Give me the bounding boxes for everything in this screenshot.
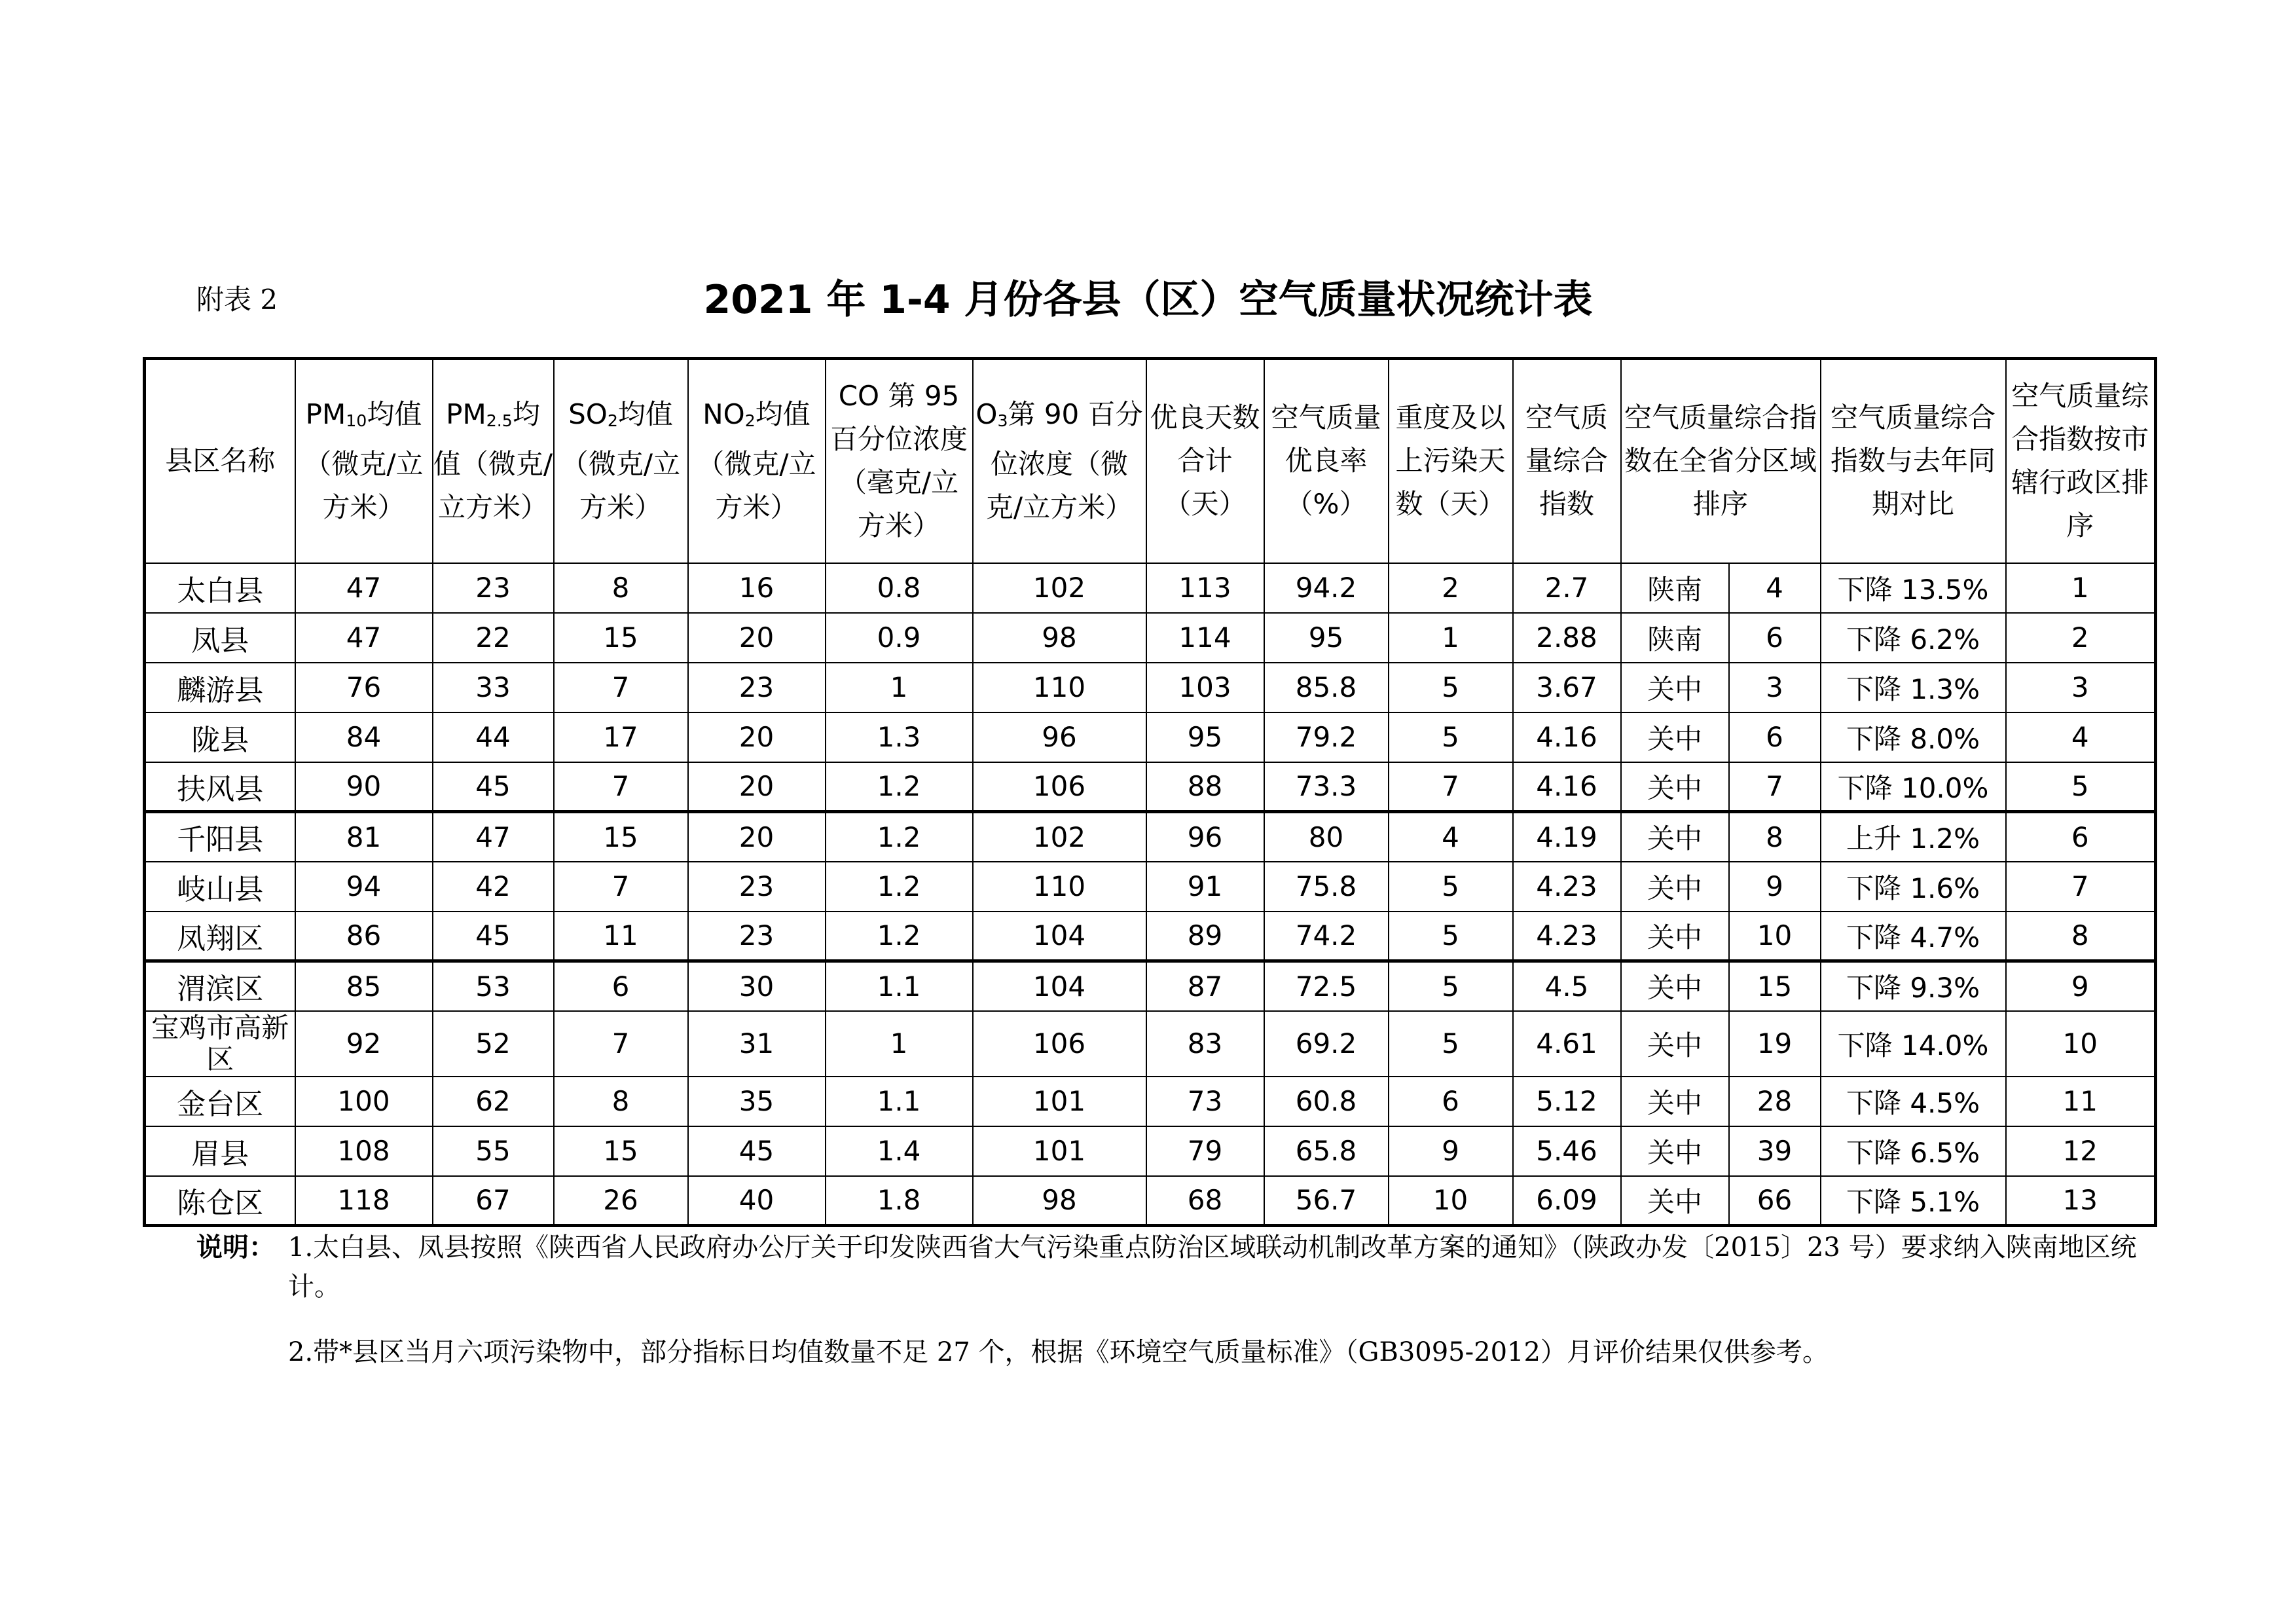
cell-so2: 15: [554, 613, 688, 663]
cell-o3: 98: [973, 1176, 1146, 1226]
cell-good-rate: 73.3: [1264, 762, 1389, 812]
cell-city-rank: 3: [2006, 663, 2156, 712]
table-row: [145, 961, 2156, 1011]
cell-heavy-days: 5: [1389, 961, 1513, 1011]
header-county: 县区名称: [145, 359, 295, 563]
cell-county: 凤翔区: [145, 912, 295, 961]
table-row: [145, 1176, 2156, 1226]
cell-aqi: 4.19: [1513, 812, 1621, 862]
header-row: [145, 359, 2156, 563]
cell-o3: 104: [973, 912, 1146, 961]
cell-region-rank: 7: [1729, 762, 1821, 812]
header-so2: $SO_2$均值（微克/立方米）: [554, 359, 688, 563]
cell-co: 1: [826, 1011, 973, 1077]
cell-no2: 20: [688, 613, 826, 663]
cell-good-days: 68: [1146, 1176, 1264, 1226]
cell-good-rate: 56.7: [1264, 1176, 1389, 1226]
cell-city-rank: 6: [2006, 812, 2156, 862]
cell-county: 金台区: [145, 1077, 295, 1126]
cell-co: 1: [826, 663, 973, 712]
cell-region-rank: 28: [1729, 1077, 1821, 1126]
cell-aqi: 6.09: [1513, 1176, 1621, 1226]
air-quality-table: [143, 357, 2157, 1227]
cell-region-rank: 9: [1729, 862, 1821, 912]
cell-county: 凤县: [145, 613, 295, 663]
cell-pm25: 45: [433, 762, 554, 812]
cell-heavy-days: 1: [1389, 613, 1513, 663]
cell-good-rate: 75.8: [1264, 862, 1389, 912]
cell-no2: 35: [688, 1077, 826, 1126]
header-yoy: 空气质量综合指数与去年同期对比: [1821, 359, 2006, 563]
cell-good-rate: 94.2: [1264, 563, 1389, 613]
cell-region: 关中: [1621, 712, 1729, 762]
cell-region-rank: 4: [1729, 563, 1821, 613]
cell-aqi: 5.12: [1513, 1077, 1621, 1126]
cell-city-rank: 5: [2006, 762, 2156, 812]
cell-region-rank: 8: [1729, 812, 1821, 862]
cell-pm10: 81: [295, 812, 433, 862]
cell-region-rank: 39: [1729, 1126, 1821, 1176]
cell-county: 扶风县: [145, 762, 295, 812]
cell-no2: 40: [688, 1176, 826, 1226]
cell-city-rank: 7: [2006, 862, 2156, 912]
cell-good-rate: 79.2: [1264, 712, 1389, 762]
cell-good-days: 79: [1146, 1126, 1264, 1176]
table-row: [145, 812, 2156, 862]
cell-heavy-days: 9: [1389, 1126, 1513, 1176]
cell-city-rank: 10: [2006, 1011, 2156, 1077]
cell-region: 关中: [1621, 663, 1729, 712]
table-row: [145, 1126, 2156, 1176]
cell-heavy-days: 6: [1389, 1077, 1513, 1126]
cell-so2: 7: [554, 762, 688, 812]
cell-pm25: 67: [433, 1176, 554, 1226]
cell-region: 关中: [1621, 1176, 1729, 1226]
cell-no2: 20: [688, 812, 826, 862]
cell-so2: 26: [554, 1176, 688, 1226]
cell-yoy: 下降 6.2%: [1821, 613, 2006, 663]
cell-co: 0.8: [826, 563, 973, 613]
cell-aqi: 4.23: [1513, 912, 1621, 961]
cell-o3: 102: [973, 563, 1146, 613]
cell-yoy: 下降 6.5%: [1821, 1126, 2006, 1176]
cell-region-rank: 15: [1729, 961, 1821, 1011]
cell-good-days: 88: [1146, 762, 1264, 812]
cell-county: 太白县: [145, 563, 295, 613]
cell-so2: 6: [554, 961, 688, 1011]
cell-o3: 102: [973, 812, 1146, 862]
cell-good-rate: 80: [1264, 812, 1389, 862]
cell-o3: 101: [973, 1077, 1146, 1126]
cell-pm25: 62: [433, 1077, 554, 1126]
cell-so2: 7: [554, 862, 688, 912]
cell-good-days: 83: [1146, 1011, 1264, 1077]
cell-good-days: 103: [1146, 663, 1264, 712]
cell-aqi: 4.23: [1513, 862, 1621, 912]
cell-county: 宝鸡市高新区: [145, 1011, 295, 1077]
cell-yoy: 下降 13.5%: [1821, 563, 2006, 613]
cell-yoy: 上升 1.2%: [1821, 812, 2006, 862]
cell-pm10: 108: [295, 1126, 433, 1176]
cell-o3: 106: [973, 1011, 1146, 1077]
cell-aqi: 4.61: [1513, 1011, 1621, 1077]
cell-pm25: 55: [433, 1126, 554, 1176]
cell-heavy-days: 5: [1389, 663, 1513, 712]
cell-pm10: 118: [295, 1176, 433, 1226]
cell-city-rank: 8: [2006, 912, 2156, 961]
cell-aqi: 3.67: [1513, 663, 1621, 712]
annex-label: 附表 2: [196, 284, 278, 316]
cell-city-rank: 13: [2006, 1176, 2156, 1226]
note-1-text: 1.太白县、凤县按照《陕西省人民政府办公厅关于印发陕西省大气污染重点防治区域联动机制改革方案的通知》（陕政办发〔2015〕23 号）要求纳入陕南地区统计。: [288, 1232, 2137, 1302]
cell-region: 关中: [1621, 862, 1729, 912]
cell-region: 关中: [1621, 961, 1729, 1011]
cell-heavy-days: 7: [1389, 762, 1513, 812]
cell-aqi: 2.7: [1513, 563, 1621, 613]
cell-aqi: 4.16: [1513, 762, 1621, 812]
note-2: 2.带*县区当月六项污染物中，部分指标日均值数量不足 27 个，根据《环境空气质量标准》（GB3095-2012）月评价结果仅供参考。: [288, 1337, 1829, 1367]
table-row: [145, 1077, 2156, 1126]
cell-co: 1.8: [826, 1176, 973, 1226]
cell-o3: 106: [973, 762, 1146, 812]
cell-no2: 23: [688, 663, 826, 712]
cell-yoy: 下降 8.0%: [1821, 712, 2006, 762]
cell-region: 关中: [1621, 1077, 1729, 1126]
table-title: 2021 年 1-4 月份各县（区）空气质量状况统计表: [703, 277, 1593, 323]
cell-region: 关中: [1621, 1126, 1729, 1176]
cell-city-rank: 11: [2006, 1077, 2156, 1126]
cell-good-days: 73: [1146, 1077, 1264, 1126]
cell-no2: 23: [688, 912, 826, 961]
cell-co: 1.1: [826, 1077, 973, 1126]
cell-region: 关中: [1621, 1011, 1729, 1077]
header-aqi: 空气质量综合指数: [1513, 359, 1621, 563]
cell-yoy: 下降 1.6%: [1821, 862, 2006, 912]
header-province-rank: 空气质量综合指数在全省分区域排序: [1621, 359, 1821, 563]
cell-so2: 8: [554, 1077, 688, 1126]
cell-region: 陕南: [1621, 563, 1729, 613]
cell-pm10: 85: [295, 961, 433, 1011]
table-body: [145, 563, 2156, 1226]
cell-so2: 7: [554, 1011, 688, 1077]
table-row: [145, 613, 2156, 663]
cell-good-days: 96: [1146, 812, 1264, 862]
notes-label: 说明：: [196, 1232, 275, 1263]
cell-pm10: 47: [295, 563, 433, 613]
cell-co: 1.2: [826, 862, 973, 912]
cell-co: 1.1: [826, 961, 973, 1011]
cell-heavy-days: 4: [1389, 812, 1513, 862]
cell-pm25: 44: [433, 712, 554, 762]
cell-o3: 110: [973, 862, 1146, 912]
cell-o3: 101: [973, 1126, 1146, 1176]
cell-good-days: 91: [1146, 862, 1264, 912]
cell-good-days: 89: [1146, 912, 1264, 961]
cell-good-rate: 60.8: [1264, 1077, 1389, 1126]
cell-region-rank: 66: [1729, 1176, 1821, 1226]
cell-aqi: 2.88: [1513, 613, 1621, 663]
cell-pm10: 90: [295, 762, 433, 812]
cell-city-rank: 4: [2006, 712, 2156, 762]
cell-pm10: 86: [295, 912, 433, 961]
cell-no2: 20: [688, 762, 826, 812]
table-row: [145, 1011, 2156, 1077]
cell-pm10: 100: [295, 1077, 433, 1126]
cell-good-rate: 69.2: [1264, 1011, 1389, 1077]
cell-heavy-days: 5: [1389, 862, 1513, 912]
cell-good-rate: 95: [1264, 613, 1389, 663]
cell-county: 麟游县: [145, 663, 295, 712]
cell-pm25: 33: [433, 663, 554, 712]
cell-region: 关中: [1621, 762, 1729, 812]
note-1: [196, 1228, 2160, 1306]
cell-o3: 104: [973, 961, 1146, 1011]
cell-region-rank: 19: [1729, 1011, 1821, 1077]
table-row: [145, 663, 2156, 712]
cell-pm25: 42: [433, 862, 554, 912]
cell-yoy: 下降 14.0%: [1821, 1011, 2006, 1077]
cell-pm10: 92: [295, 1011, 433, 1077]
cell-pm10: 84: [295, 712, 433, 762]
cell-region: 陕南: [1621, 613, 1729, 663]
air-quality-table-wrapper: [143, 357, 2154, 1227]
cell-aqi: 4.16: [1513, 712, 1621, 762]
cell-good-days: 87: [1146, 961, 1264, 1011]
cell-yoy: 下降 10.0%: [1821, 762, 2006, 812]
cell-good-rate: 74.2: [1264, 912, 1389, 961]
cell-region-rank: 3: [1729, 663, 1821, 712]
cell-yoy: 下降 9.3%: [1821, 961, 2006, 1011]
cell-county: 千阳县: [145, 812, 295, 862]
cell-city-rank: 2: [2006, 613, 2156, 663]
header-pm10: $PM_{10}$均值（微克/立方米）: [295, 359, 433, 563]
cell-pm10: 76: [295, 663, 433, 712]
cell-pm25: 52: [433, 1011, 554, 1077]
header-pm25: $PM_{2.5}$均值（微克/立方米）: [433, 359, 554, 563]
cell-o3: 98: [973, 613, 1146, 663]
header-good-days: 优良天数合计（天）: [1146, 359, 1264, 563]
cell-so2: 11: [554, 912, 688, 961]
cell-yoy: 下降 4.7%: [1821, 912, 2006, 961]
cell-o3: 110: [973, 663, 1146, 712]
cell-yoy: 下降 4.5%: [1821, 1077, 2006, 1126]
header-co: CO 第 95 百分位浓度（毫克/立方米）: [826, 359, 973, 563]
cell-so2: 7: [554, 663, 688, 712]
cell-heavy-days: 5: [1389, 712, 1513, 762]
cell-pm25: 22: [433, 613, 554, 663]
cell-so2: 8: [554, 563, 688, 613]
cell-pm25: 47: [433, 812, 554, 862]
cell-co: 1.4: [826, 1126, 973, 1176]
cell-county: 渭滨区: [145, 961, 295, 1011]
cell-yoy: 下降 5.1%: [1821, 1176, 2006, 1226]
cell-county: 岐山县: [145, 862, 295, 912]
cell-pm25: 45: [433, 912, 554, 961]
cell-heavy-days: 5: [1389, 912, 1513, 961]
notes-section: [196, 1228, 2160, 1372]
cell-region-rank: 6: [1729, 613, 1821, 663]
cell-co: 1.2: [826, 812, 973, 862]
cell-co: 1.2: [826, 762, 973, 812]
cell-no2: 30: [688, 961, 826, 1011]
cell-region: 关中: [1621, 912, 1729, 961]
cell-county: 陇县: [145, 712, 295, 762]
cell-heavy-days: 2: [1389, 563, 1513, 613]
cell-aqi: 4.5: [1513, 961, 1621, 1011]
cell-aqi: 5.46: [1513, 1126, 1621, 1176]
header-no2: $NO_2$均值（微克/立方米）: [688, 359, 826, 563]
cell-so2: 15: [554, 812, 688, 862]
table-row: [145, 762, 2156, 812]
cell-no2: 23: [688, 862, 826, 912]
cell-co: 1.2: [826, 912, 973, 961]
header-o3: $O_3$第 90 百分位浓度（微克/立方米）: [973, 359, 1146, 563]
cell-good-days: 114: [1146, 613, 1264, 663]
cell-city-rank: 1: [2006, 563, 2156, 613]
cell-pm25: 53: [433, 961, 554, 1011]
cell-region-rank: 6: [1729, 712, 1821, 762]
table-row: [145, 912, 2156, 961]
header-good-rate: 空气质量优良率（%）: [1264, 359, 1389, 563]
cell-region-rank: 10: [1729, 912, 1821, 961]
cell-good-rate: 85.8: [1264, 663, 1389, 712]
cell-no2: 31: [688, 1011, 826, 1077]
cell-so2: 15: [554, 1126, 688, 1176]
cell-good-rate: 65.8: [1264, 1126, 1389, 1176]
header-city-rank: 空气质量综合指数按市辖行政区排序: [2006, 359, 2156, 563]
cell-city-rank: 12: [2006, 1126, 2156, 1176]
cell-co: 0.9: [826, 613, 973, 663]
cell-region: 关中: [1621, 812, 1729, 862]
cell-pm10: 47: [295, 613, 433, 663]
cell-pm25: 23: [433, 563, 554, 613]
cell-county: 眉县: [145, 1126, 295, 1176]
cell-o3: 96: [973, 712, 1146, 762]
cell-no2: 16: [688, 563, 826, 613]
cell-yoy: 下降 1.3%: [1821, 663, 2006, 712]
cell-good-days: 113: [1146, 563, 1264, 613]
cell-so2: 17: [554, 712, 688, 762]
cell-heavy-days: 5: [1389, 1011, 1513, 1077]
header-heavy-days: 重度及以上污染天数（天）: [1389, 359, 1513, 563]
table-row: [145, 862, 2156, 912]
cell-city-rank: 9: [2006, 961, 2156, 1011]
cell-no2: 45: [688, 1126, 826, 1176]
cell-good-days: 95: [1146, 712, 1264, 762]
table-row: [145, 563, 2156, 613]
cell-no2: 20: [688, 712, 826, 762]
cell-heavy-days: 10: [1389, 1176, 1513, 1226]
cell-pm10: 94: [295, 862, 433, 912]
cell-good-rate: 72.5: [1264, 961, 1389, 1011]
cell-county: 陈仓区: [145, 1176, 295, 1226]
cell-co: 1.3: [826, 712, 973, 762]
table-row: [145, 712, 2156, 762]
